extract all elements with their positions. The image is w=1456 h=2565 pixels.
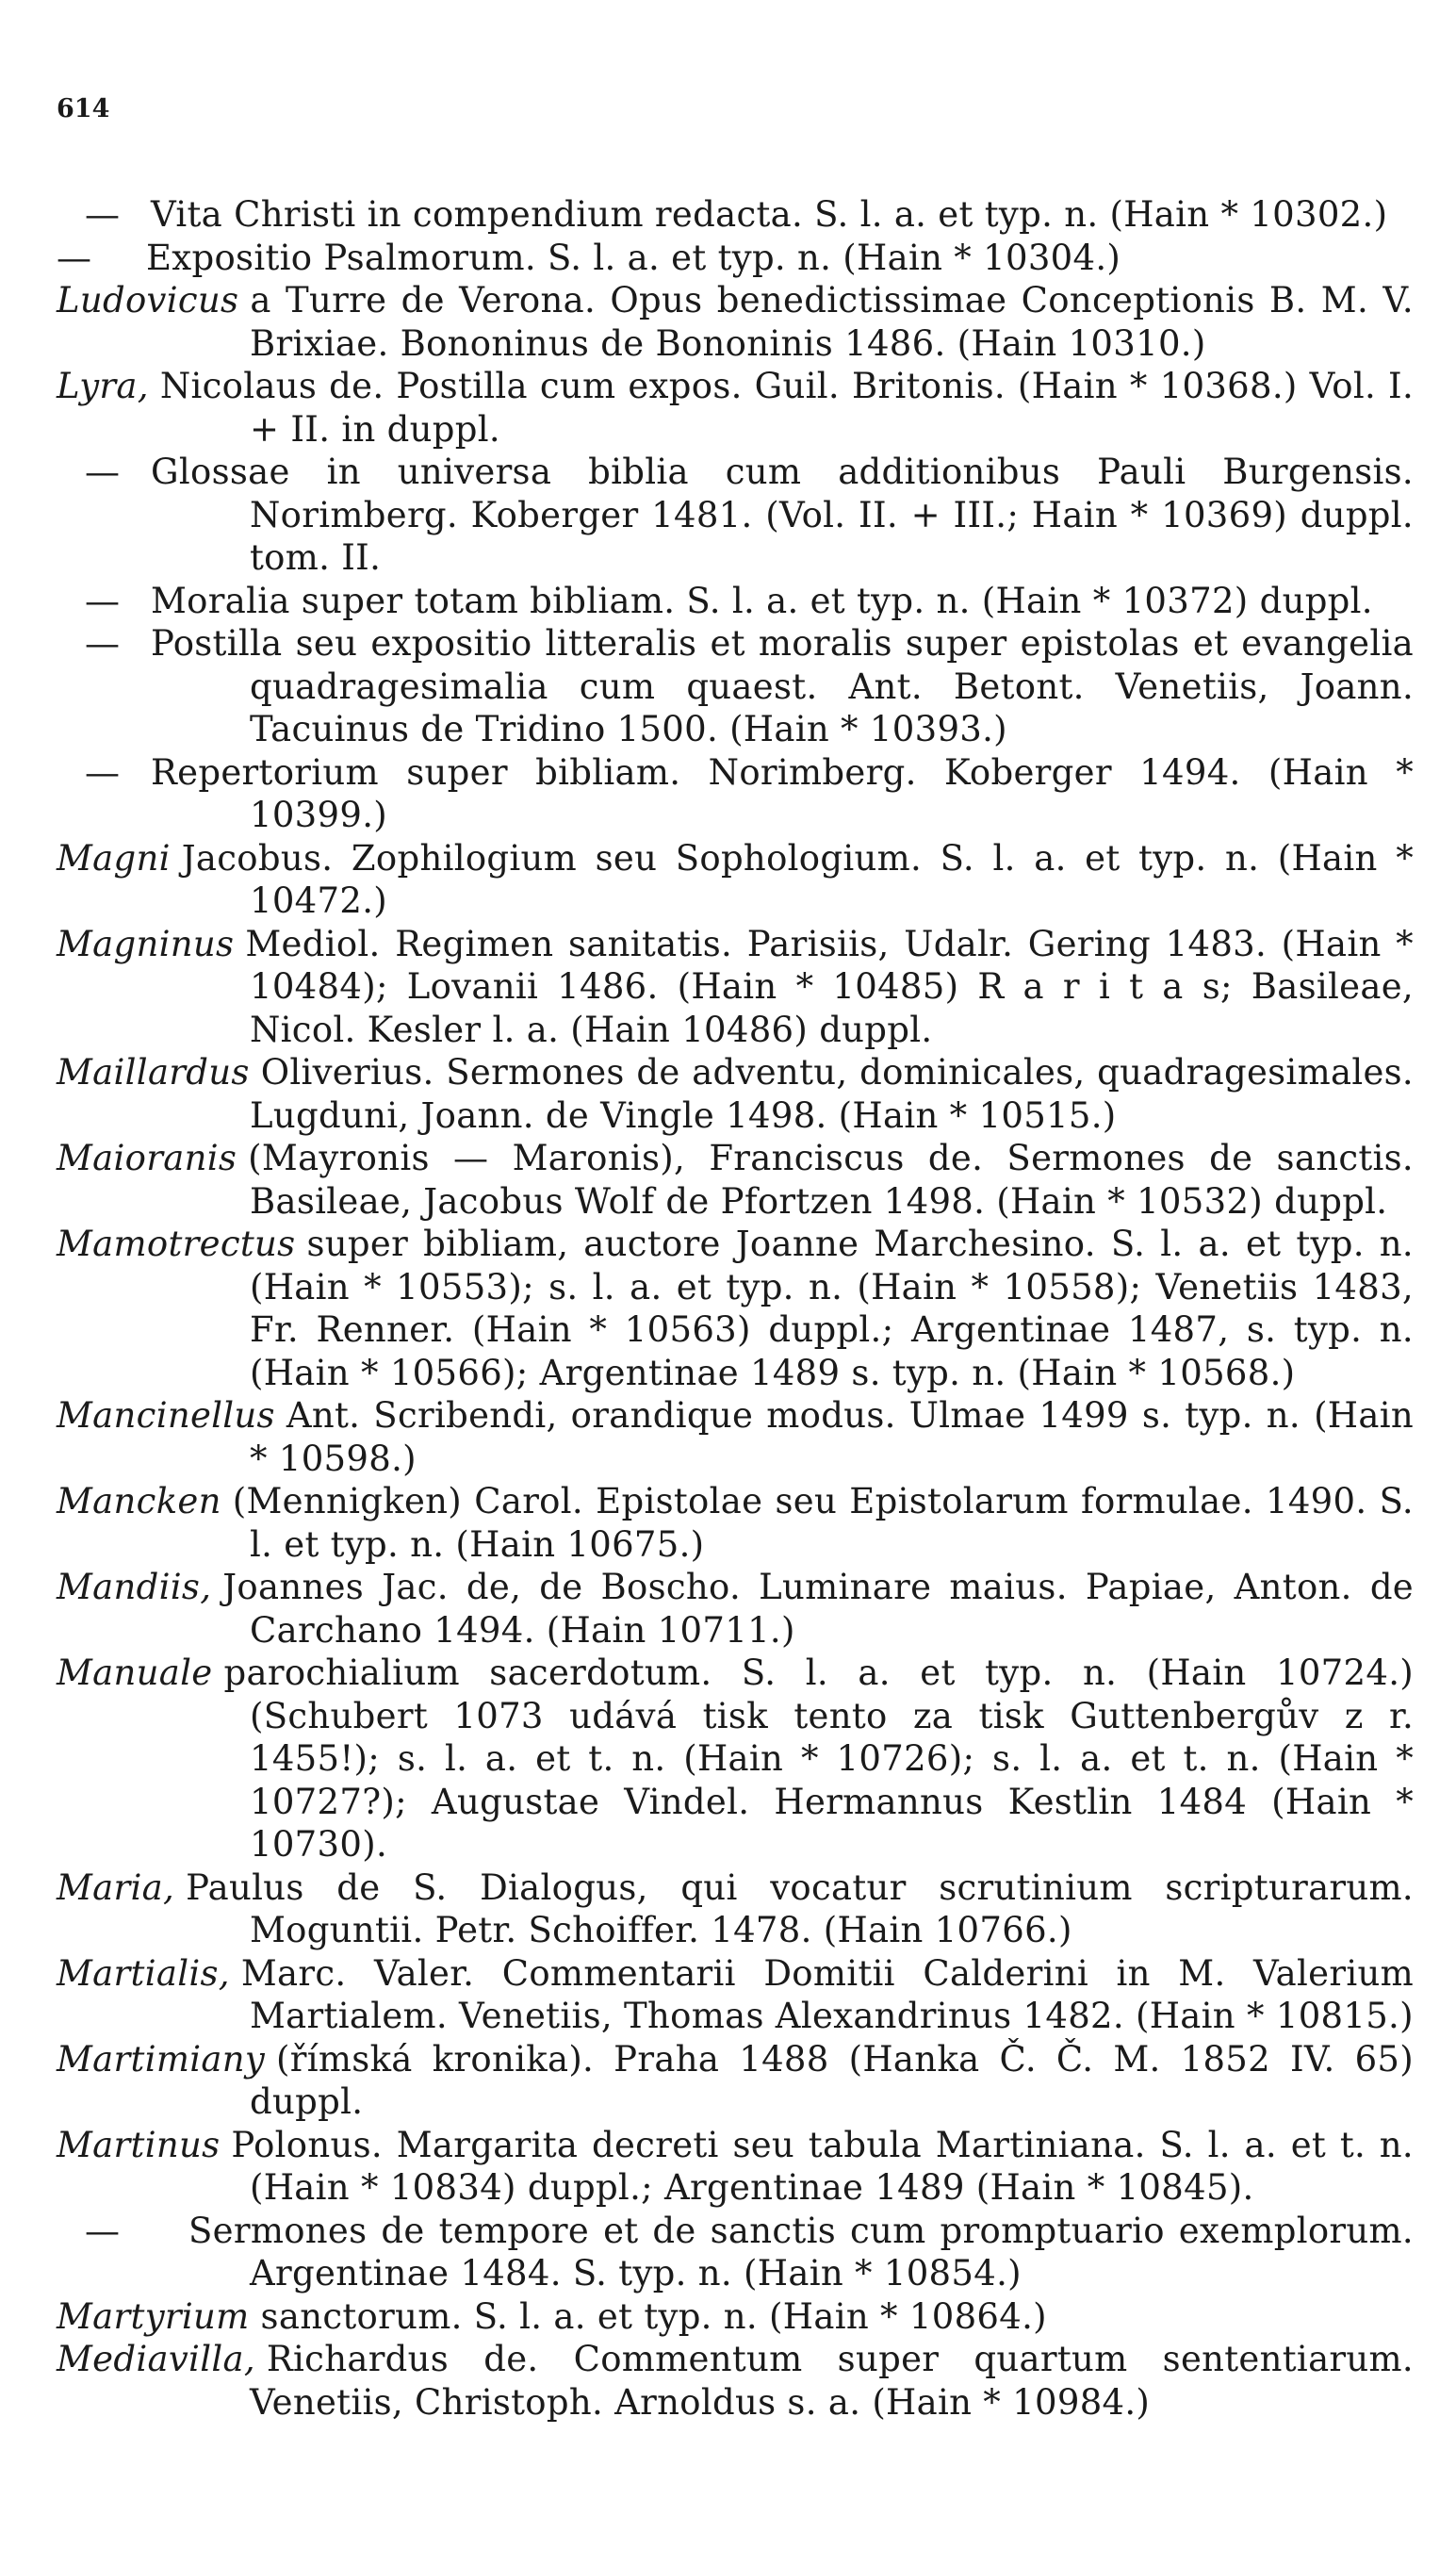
entry-text: Jacobus. Zophilogium seu Sophologium. S. l. a. et typ. n. (Hain * 10472.) (181, 837, 1414, 921)
entry-head: Maillardus (57, 1052, 250, 1093)
entry-head: Lyra, (57, 366, 149, 406)
list-item (57, 580, 1414, 623)
list-item (57, 451, 1414, 580)
entry-dash: — (57, 237, 92, 278)
entry-head: Mancinellus (57, 1395, 275, 1436)
list-item (57, 837, 1414, 923)
entry-text: Moralia super totam bibliam. S. l. a. et typ. n. (Hain * 10372) duppl. (151, 580, 1373, 621)
entry-text: Vita Christi in compendium redacta. S. l. a. et typ. n. (Hain * 10302.) (151, 194, 1388, 235)
list-item (57, 1480, 1414, 1566)
entry-text: Postilla seu expositio litteralis et moralis super epistolas et evangelia quadragesimalia cum quaest. Ant. Betont. Venetiis, Joann. Tacuinus de Tridino 1500. (Hain * 10393.) (151, 623, 1414, 749)
entry-head: Maioranis (57, 1138, 237, 1178)
bibliography-list (57, 193, 1414, 2424)
entry-text: Expositio Psalmorum. S. l. a. et typ. n. (Hain * 10304.) (146, 237, 1121, 278)
entry-text: a Turre de Verona. Opus benedictissimae Conceptionis B. M. V. Brixiae. Bononinus de Bononinis 1486. (Hain 10310.) (250, 280, 1414, 364)
entry-head: Martinus (57, 2124, 221, 2165)
list-item (57, 1051, 1414, 1137)
entry-dash: — (85, 452, 121, 492)
list-item (57, 365, 1414, 451)
page-number: 614 (57, 94, 110, 123)
list-item (57, 751, 1414, 837)
entry-text: Nicolaus de. Postilla cum expos. Guil. Britonis. (Hain * 10368.) Vol. I. + II. in duppl. (159, 366, 1414, 450)
entry-head: Maria, (57, 1866, 175, 1908)
entry-text: Joannes Jac. de, de Boscho. Luminare maius. Papiae, Anton. de Carchano 1494. (Hain 10711.) (222, 1567, 1414, 1651)
list-item (57, 622, 1414, 751)
entry-head: Ludovicus (57, 280, 239, 321)
list-item (57, 923, 1414, 1052)
entry-text: Glossae in universa biblia cum additionibus Pauli Burgensis. Norimberg. Koberger 1481. (Vol. II. + III.; Hain * 10369) duppl. tom. II. (151, 452, 1414, 578)
list-item (57, 1866, 1414, 1952)
entry-text: (Mayronis — Maronis), Franciscus de. Sermones de sanctis. Basileae, Jacobus Wolf de Pfortzen 1498. (Hain * 10532) duppl. (248, 1138, 1414, 1222)
entry-dash: — (85, 751, 121, 793)
entry-dash: — (85, 194, 121, 235)
entry-text: parochialium sacerdotum. S. l. a. et typ. n. (Hain 10724.) (Schubert 1073 udává tisk tento za tisk Guttenbergův z r. 1455!); s. l. a. et t. n. (Hain * 10726); s. l. a. et t. n. (Hain * 10727?); Augustae Vindel. Hermannus Kestlin 1484 (Hain * 10730). (223, 1652, 1414, 1865)
entry-text: Oliverius. Sermones de adventu, dominicales, quadragesimales. Lugduni, Joann. de Vingle 1498. (Hain * 10515.) (250, 1052, 1414, 1136)
list-item (57, 1952, 1414, 2038)
list-item (57, 1566, 1414, 1652)
entry-head: Mandiis, (57, 1567, 212, 1607)
list-item (57, 193, 1414, 237)
entry-head: Mamotrectus (57, 1224, 296, 1264)
entry-dash: — (85, 580, 121, 621)
entry-text: Mediol. Regimen sanitatis. Parisiis, Udalr. Gering 1483. (Hain * 10484); Lovanii 1486. (Hain * 10485) R a r i t a s; Basileae, Nicol. Kesler l. a. (Hain 10486) duppl. (245, 923, 1414, 1050)
entry-head: Martyrium (57, 2295, 250, 2337)
entry-head: Martimiany (57, 2038, 266, 2080)
entry-text: Richardus de. Commentum super quartum sententiarum. Venetiis, Christoph. Arnoldus s. a. (Hain * 10984.) (250, 2339, 1414, 2423)
entry-head: Manuale (57, 1652, 213, 1693)
entry-text: (Mennigken) Carol. Epistolae seu Epistolarum formulae. 1490. S. l. et typ. n. (Hain 10675.) (232, 1481, 1414, 1565)
entry-text: Repertorium super bibliam. Norimberg. Koberger 1494. (Hain * 10399.) (151, 751, 1414, 835)
entry-dash: — (85, 623, 121, 664)
entry-text: (římská kronika). Praha 1488 (Hanka Č. Č. M. 1852 IV. 65) duppl. (250, 2038, 1414, 2122)
entry-head: Magninus (57, 923, 235, 964)
entry-dash: — (85, 2210, 121, 2251)
list-item (57, 1652, 1414, 1866)
list-item (57, 279, 1414, 365)
entry-text: Marc. Valer. Commentarii Domitii Calderini in M. Valerium Martialem. Venetiis, Thomas Alexandrinus 1482. (Hain * 10815.) (240, 1952, 1414, 2036)
list-item (57, 1394, 1414, 1480)
list-item (57, 2038, 1414, 2124)
list-item (57, 237, 1414, 280)
entry-text: sanctorum. S. l. a. et typ. n. (Hain * 10864.) (260, 2295, 1047, 2337)
list-item (57, 1137, 1414, 1223)
list-item (57, 2210, 1414, 2295)
list-item (57, 1223, 1414, 1394)
entry-text: Paulus de S. Dialogus, qui vocatur scrutinium scripturarum. Moguntii. Petr. Schoiffer. 1478. (Hain 10766.) (186, 1866, 1414, 1950)
entry-text: Polonus. Margarita decreti seu tabula Martiniana. S. l. a. et t. n. (Hain * 10834) duppl.; Argentinae 1489 (Hain * 10845). (231, 2124, 1414, 2208)
list-item (57, 2124, 1414, 2210)
list-item (57, 2338, 1414, 2424)
entry-head: Martialis, (57, 1952, 230, 1994)
list-item (57, 2295, 1414, 2339)
entry-text: Sermones de tempore et de sanctis cum promptuario exemplorum. Argentinae 1484. S. typ. n. (Hain * 10854.) (188, 2210, 1414, 2294)
entry-head: Magni (57, 837, 171, 879)
entry-text: Ant. Scribendi, orandique modus. Ulmae 1499 s. typ. n. (Hain * 10598.) (250, 1395, 1414, 1479)
entry-head: Mediavilla, (57, 2339, 255, 2379)
entry-head: Mancken (57, 1481, 221, 1521)
entry-text: super bibliam, auctore Joanne Marchesino. S. l. a. et typ. n. (Hain * 10553); s. l. a. et typ. n. (Hain * 10558); Venetiis 1483, Fr. Renner. (Hain * 10563) duppl.; Argentinae 1487, s. typ. n. (Hain * 10566); Argentinae 1489 s. typ. n. (Hain * 10568.) (250, 1224, 1414, 1393)
